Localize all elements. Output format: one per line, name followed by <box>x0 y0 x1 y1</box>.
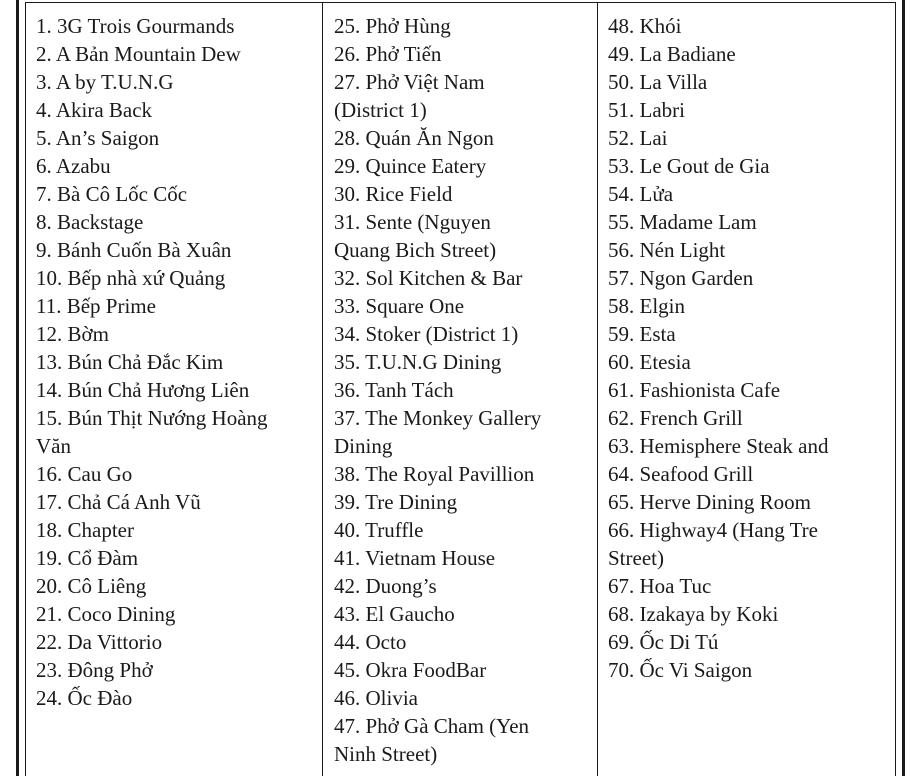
restaurant-list-line: 69. Ốc Di Tú <box>608 630 719 654</box>
restaurant-list-line: 54. Lửa <box>608 182 674 206</box>
restaurant-list-line: Dining <box>334 434 393 458</box>
restaurant-list-line: 29. Quince Eatery <box>334 154 487 178</box>
restaurant-list-line: 24. Ốc Đào <box>36 686 133 710</box>
restaurant-list-line: 31. Sente (Nguyen <box>334 210 491 234</box>
restaurant-list-line: 34. Stoker (District 1) <box>334 322 519 346</box>
restaurant-list-line: 18. Chapter <box>36 518 134 542</box>
restaurant-list-line: 47. Phở Gà Cham (Yen <box>334 714 530 738</box>
restaurant-column-3 <box>608 12 828 684</box>
restaurant-list-line: 23. Đông Phở <box>36 658 153 682</box>
restaurant-list-line: 62. French Grill <box>608 406 743 430</box>
table-inner-border-left <box>25 3 26 776</box>
restaurant-list-line: 41. Vietnam House <box>334 546 496 570</box>
restaurant-list-line: 20. Cô Liêng <box>36 574 147 598</box>
restaurant-list-line: Quang Bich Street) <box>334 238 497 262</box>
table-outer-border-left <box>16 0 19 776</box>
table-top-border <box>25 2 896 3</box>
table-inner-border-right <box>895 3 896 776</box>
restaurant-list-line: 42. Duong’s <box>334 574 437 598</box>
restaurant-list-line: Street) <box>608 546 664 570</box>
restaurant-list-line: 6. Azabu <box>36 154 111 178</box>
restaurant-list-line: 30. Rice Field <box>334 182 453 206</box>
restaurant-list-line: 7. Bà Cô Lốc Cốc <box>36 182 188 206</box>
restaurant-list-line: 45. Okra FoodBar <box>334 658 487 682</box>
restaurant-list-line: 56. Nén Light <box>608 238 726 262</box>
restaurant-list-line: 59. Esta <box>608 322 676 346</box>
column-divider-2 <box>597 3 598 776</box>
column-divider-1 <box>322 3 323 776</box>
restaurant-list-line: 12. Bờm <box>36 322 109 346</box>
restaurant-list-line: 15. Bún Thịt Nướng Hoàng <box>36 406 268 430</box>
restaurant-list-line: 14. Bún Chả Hương Liên <box>36 378 250 402</box>
restaurant-list-line: 11. Bếp Prime <box>36 294 156 318</box>
restaurant-list-line: 67. Hoa Tuc <box>608 574 712 598</box>
restaurant-list-line: 46. Olivia <box>334 686 418 710</box>
restaurant-list-line: 17. Chả Cá Anh Vũ <box>36 490 201 514</box>
restaurant-list-line: 36. Tanh Tách <box>334 378 454 402</box>
table-outer-border-right <box>902 0 905 776</box>
restaurant-list-line: 57. Ngon Garden <box>608 266 754 290</box>
restaurant-list-line: 8. Backstage <box>36 210 144 234</box>
restaurant-list-line: Ninh Street) <box>334 742 438 766</box>
restaurant-list-line: 21. Coco Dining <box>36 602 176 626</box>
restaurant-list-line: 65. Herve Dining Room <box>608 490 811 514</box>
restaurant-list-line: 70. Ốc Vi Saigon <box>608 658 753 682</box>
restaurant-list-line: 28. Quán Ăn Ngon <box>334 126 494 150</box>
restaurant-list-line: 35. T.U.N.G Dining <box>334 350 502 374</box>
restaurant-list-line: 58. Elgin <box>608 294 685 318</box>
restaurant-list-line: 13. Bún Chả Đắc Kim <box>36 350 224 374</box>
restaurant-list-line: 22. Da Vittorio <box>36 630 163 654</box>
restaurant-list-line: 38. The Royal Pavillion <box>334 462 535 486</box>
restaurant-list-line: 40. Truffle <box>334 518 424 542</box>
restaurant-list-line: 26. Phở Tiến <box>334 42 442 66</box>
restaurant-list-line: 48. Khói <box>608 14 682 38</box>
restaurant-list-line: 19. Cổ Đàm <box>36 546 139 570</box>
restaurant-list-line: 52. Lai <box>608 126 668 150</box>
restaurant-list-line: Văn <box>36 434 71 458</box>
restaurant-list-line: 9. Bánh Cuốn Bà Xuân <box>36 238 232 262</box>
restaurant-list-line: 51. Labri <box>608 98 685 122</box>
restaurant-list-line: 37. The Monkey Gallery <box>334 406 542 430</box>
restaurant-list-line: 39. Tre Dining <box>334 490 458 514</box>
restaurant-list-line: 61. Fashionista Cafe <box>608 378 781 402</box>
restaurant-list-line: 2. A Bản Mountain Dew <box>36 42 241 66</box>
restaurant-list-line: 68. Izakaya by Koki <box>608 602 779 626</box>
restaurant-list-line: 43. El Gaucho <box>334 602 455 626</box>
restaurant-list-line: (District 1) <box>334 98 427 122</box>
restaurant-list-line: 4. Akira Back <box>36 98 153 122</box>
restaurant-list-line: 60. Etesia <box>608 350 691 374</box>
restaurant-list-line: 66. Highway4 (Hang Tre <box>608 518 818 542</box>
restaurant-list-line: 25. Phở Hùng <box>334 14 451 38</box>
restaurant-list-line: 55. Madame Lam <box>608 210 757 234</box>
restaurant-list-line: 5. An’s Saigon <box>36 126 160 150</box>
restaurant-list-line: 32. Sol Kitchen & Bar <box>334 266 523 290</box>
restaurant-column-2 <box>334 12 541 768</box>
restaurant-list-line: 3. A by T.U.N.G <box>36 70 174 94</box>
restaurant-list-line: 64. Seafood Grill <box>608 462 754 486</box>
restaurant-list-line: 16. Cau Go <box>36 462 133 486</box>
restaurant-column-1 <box>36 12 268 712</box>
restaurant-list-line: 33. Square One <box>334 294 465 318</box>
restaurant-list-line: 27. Phở Việt Nam <box>334 70 485 94</box>
restaurant-list-line: 44. Octo <box>334 630 407 654</box>
restaurant-list-line: 63. Hemisphere Steak and <box>608 434 829 458</box>
restaurant-list-line: 1. 3G Trois Gourmands <box>36 14 235 38</box>
restaurant-list-line: 50. La Villa <box>608 70 708 94</box>
restaurant-list-line: 53. Le Gout de Gia <box>608 154 770 178</box>
restaurant-list-line: 49. La Badiane <box>608 42 736 66</box>
restaurant-list-line: 10. Bếp nhà xứ Quảng <box>36 266 226 290</box>
